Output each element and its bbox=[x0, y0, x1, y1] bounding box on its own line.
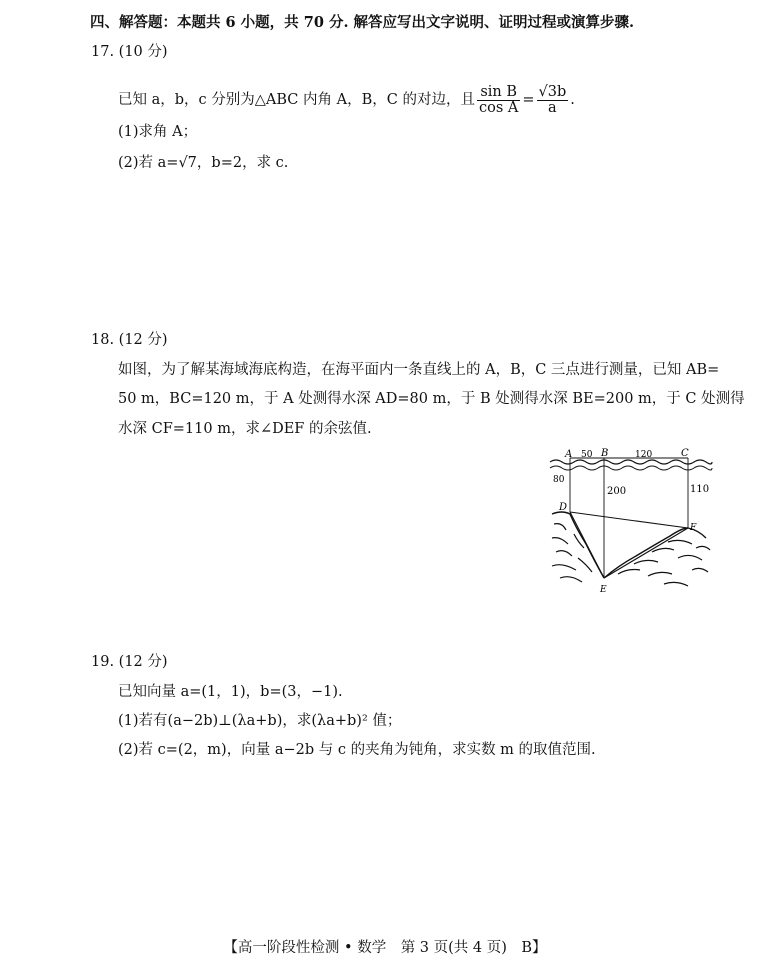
q17-equals: = bbox=[522, 92, 535, 108]
q19-part2: (2)若 c=(2，m)，向量 a−2b 与 c 的夹角为钝角，求实数 m 的取值范围. bbox=[118, 742, 596, 758]
q17-part2: (2)若 a=√7，b=2，求 c. bbox=[118, 155, 289, 171]
segment-ef bbox=[604, 528, 688, 578]
q19-stem: 已知向量 a=(1，1)，b=(3，−1). bbox=[118, 684, 343, 700]
q17-number: 17. (10 分) bbox=[91, 44, 168, 60]
seabed-right-outline bbox=[604, 528, 706, 578]
label-b: B bbox=[601, 448, 609, 459]
q18-line1: 如图，为了解某海域海底构造，在海平面内一条直线上的 A，B，C 三点进行测量，已知 AB= bbox=[118, 362, 720, 378]
q18-line3: 水深 CF=110 m，求∠DEF 的余弦值. bbox=[118, 421, 372, 437]
q17-fraction-right bbox=[537, 85, 569, 116]
label-ab-distance: 50 bbox=[581, 450, 593, 460]
section-header: 四、解答题：本题共 6 小题，共 70 分. 解答应写出文字说明、证明过程或演算步骤. bbox=[90, 14, 635, 31]
seabed-left-outline bbox=[552, 512, 604, 578]
page-footer: 【高一阶段性检测 • 数学 第 3 页(共 4 页) B】 bbox=[223, 940, 547, 956]
q17-frac1-denominator: cos A bbox=[478, 99, 519, 116]
q17-stem-text: 已知 a，b，c 分别为△ABC 内角 A，B，C 的对边，且 bbox=[118, 92, 475, 108]
seabed-right-texture bbox=[618, 540, 710, 586]
q19-part1: (1)若有(a−2b)⊥(λa+b)，求(λa+b)² 值； bbox=[118, 713, 402, 729]
q17-stem bbox=[118, 80, 575, 120]
q18-line2: 50 m，BC=120 m，于 A 处测得水深 AD=80 m，于 B 处测得水深 BE=200 m，于 C 处测得 bbox=[118, 391, 745, 407]
q17-frac2-numerator: √3b bbox=[538, 83, 567, 100]
label-e: E bbox=[600, 585, 607, 594]
seabed-diagram bbox=[548, 448, 714, 594]
label-ad-depth: 80 bbox=[553, 475, 565, 485]
q17-frac1-numerator: sin B bbox=[477, 85, 520, 101]
seabed-left-texture bbox=[552, 524, 592, 582]
q17-part1: (1)求角 A； bbox=[118, 124, 198, 140]
label-be-depth: 200 bbox=[607, 486, 627, 497]
q19-number: 19. (12 分) bbox=[91, 654, 168, 670]
label-f: F bbox=[690, 523, 697, 533]
label-a: A bbox=[565, 449, 573, 460]
q18-number: 18. (12 分) bbox=[91, 332, 168, 348]
label-c: C bbox=[681, 448, 689, 459]
q17-stem-end: . bbox=[570, 92, 575, 108]
q17-fraction-left bbox=[477, 85, 520, 116]
label-bc-distance: 120 bbox=[635, 450, 653, 460]
segment-df bbox=[570, 512, 688, 528]
q17-frac2-denominator: a bbox=[548, 99, 557, 116]
q18-figure bbox=[548, 448, 714, 594]
label-cf-depth: 110 bbox=[690, 484, 710, 495]
label-d: D bbox=[559, 502, 568, 513]
